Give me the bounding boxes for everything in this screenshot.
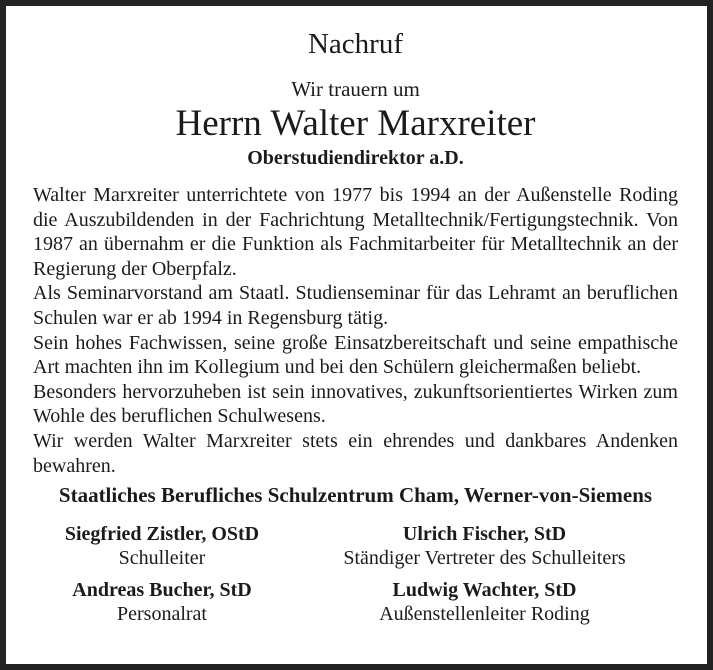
signatory-name: Andreas Bucher, StD — [72, 579, 252, 602]
signatory-vertreter — [291, 522, 678, 570]
signatory-title: Ständiger Vertreter des Schulleiters — [343, 547, 626, 570]
obituary-paragraph: Sein hohes Fachwissen, seine große Einsatzbereitschaft und seine empathische Art machten ihn im Kollegium und bei den Schülern gleichermaßen beliebt. — [33, 331, 678, 379]
mourning-line: Wir trauern um — [291, 77, 420, 101]
signature-block — [33, 522, 678, 626]
deceased-name: Herrn Walter Marxreiter — [175, 103, 536, 144]
organization-name: Staatliches Berufliches Schulzentrum Cham, Werner-von-Siemens — [58, 483, 653, 508]
signatory-personalrat — [33, 578, 291, 626]
obituary-paragraph: Walter Marxreiter unterrichtete von 1977 bis 1994 an der Außenstelle Roding die Auszubildenden in der Fachrichtung Metalltechnik/Fertigungstechnik. Von 1987 an übernahm er die Funktion als Fachmitarbeiter für Metalltechnik an der Regierung der Oberpfalz. — [33, 184, 678, 280]
signatory-name: Ludwig Wachter, StD — [392, 579, 577, 602]
signatory-schulleiter — [33, 522, 291, 570]
signatory-aussenstellenleiter — [291, 578, 678, 626]
deceased-role: Oberstudiendirektor a.D. — [247, 147, 464, 169]
signatory-title: Schulleiter — [118, 547, 206, 570]
page-title: Nachruf — [307, 28, 403, 60]
obituary-paragraph: Besonders hervorzuheben ist sein innovatives, zukunftsorientiertes Wirken zum Wohle des beruflichen Schulwesens. — [33, 380, 678, 428]
signatory-name: Ulrich Fischer, StD — [402, 523, 567, 546]
obituary-paragraph: Wir werden Walter Marxreiter stets ein ehrendes und dankbares Andenken bewahren. — [33, 429, 678, 477]
signatory-title: Personalrat — [117, 603, 207, 626]
obituary-paragraph: Als Seminarvorstand am Staatl. Studienseminar für das Lehramt an beruflichen Schulen war er ab 1994 in Regensburg tätig. — [33, 282, 678, 329]
obituary-body — [33, 183, 678, 478]
signatory-name: Siegfried Zistler, OStD — [64, 523, 260, 546]
signatory-title: Außenstellenleiter Roding — [379, 603, 590, 626]
